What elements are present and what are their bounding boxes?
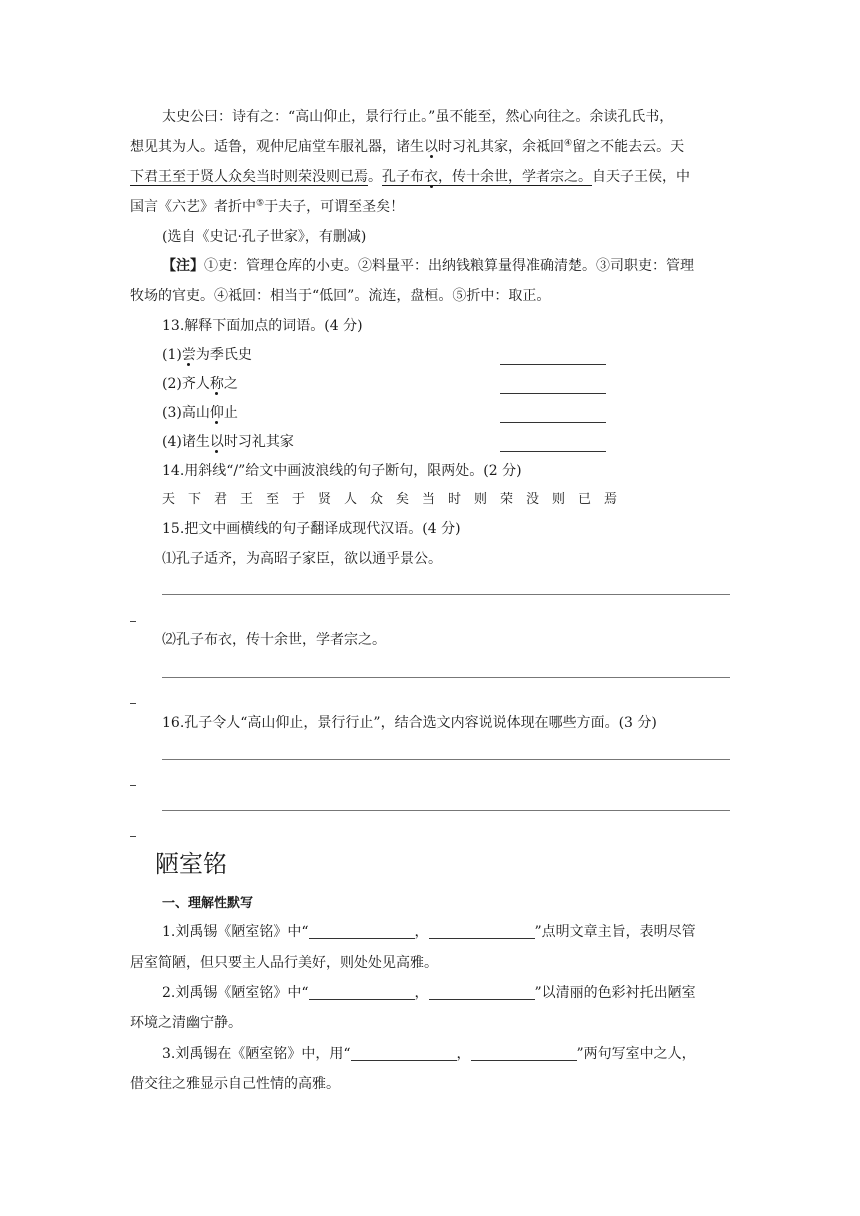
passage-text: 于夫子，可谓至圣矣！ <box>264 199 405 215</box>
passage-text: 太史公曰：诗有之：“高山仰止，景行行止。”虽不能至，然心向往之。余读孔氏书， <box>162 109 674 125</box>
q16-stem: 16.孔子令人“高山仰止，景行行止”，结合选文内容说说体现在哪些方面。(3 分) <box>162 715 657 731</box>
passage-line-4 <box>130 192 730 222</box>
dotted-char: 尝 <box>181 347 196 363</box>
dotted-char: 仰 <box>209 405 224 421</box>
q13-item-text: 为季氏史 <box>195 347 252 363</box>
question-text: ”以清丽的色彩衬托出陋室 <box>534 985 696 1001</box>
answer-blank[interactable] <box>500 437 606 452</box>
question-text: ”点明文章主旨，表明尽管 <box>534 924 696 940</box>
q15-sentence-1: ⑴孔子适齐，为高昭子家臣，欲以通乎景公。 <box>162 551 442 567</box>
s2-q3-line-2: 借交往之雅显示自己性情的高雅。 <box>130 1076 340 1092</box>
passage-text: 留之不能去云。天 <box>572 139 685 155</box>
section-subtitle: 一、理解性默写 <box>162 896 254 911</box>
answer-line[interactable] <box>162 759 730 760</box>
notes-line-2: 牧场的官吏。④祗回：相当于“低回”。流连，盘桓。⑤折中：取正。 <box>130 288 551 304</box>
line-end-mark <box>130 621 136 622</box>
q13-item-4 <box>162 427 762 457</box>
answer-blank[interactable] <box>309 985 415 1000</box>
q13-item-text: (3)高山 <box>162 405 210 421</box>
answer-blank[interactable] <box>309 924 415 939</box>
answer-line[interactable] <box>162 677 730 678</box>
dotted-char: 以 <box>209 434 224 450</box>
dotted-char: 以 <box>424 139 438 155</box>
q14-char-sequence[interactable]: 天下君王至于贤人众矣当时则荣没则已焉 <box>162 492 631 507</box>
q13-item-3 <box>162 398 762 428</box>
notes-label: 【注】 <box>162 258 204 274</box>
underlined-sentence: ，传十余世，学者宗之。 <box>438 169 592 185</box>
passage-text: 。 <box>368 169 382 185</box>
q13-stem: 13.解释下面加点的词语。(4 分) <box>162 318 363 334</box>
s2-q2-line-1 <box>162 978 730 1008</box>
answer-line[interactable] <box>162 594 730 595</box>
s2-q3-line-1 <box>162 1039 730 1069</box>
answer-line[interactable] <box>162 810 730 811</box>
underlined-sentence: 孔子布 <box>382 169 424 185</box>
question-text: 3.刘禹锡在《陋室铭》中，用“ <box>162 1046 351 1062</box>
q15-sentence-2: ⑵孔子布衣，传十余世，学者宗之。 <box>162 632 386 648</box>
q13-item-1 <box>162 340 762 370</box>
q13-item-text: 之 <box>223 376 238 392</box>
answer-blank[interactable] <box>500 379 606 394</box>
passage-text: 国言《六艺》者折中 <box>130 199 256 215</box>
q13-item-text: (2)齐人 <box>162 376 210 392</box>
passage-line-3 <box>130 162 730 192</box>
question-text: ， <box>414 924 429 940</box>
notes-line-1 <box>162 251 762 281</box>
passage-line-2 <box>130 132 730 162</box>
question-text: ”两句写室中之人， <box>576 1046 696 1062</box>
question-text: 1.刘禹锡《陋室铭》中“ <box>162 924 309 940</box>
question-text: ， <box>456 1046 471 1062</box>
passage-text: 时习礼其家，余祗回 <box>438 139 564 155</box>
s2-q2-line-2: 环境之清幽宁静。 <box>130 1015 242 1031</box>
section-title: 陋室铭 <box>155 850 227 878</box>
passage-line-1 <box>162 102 762 132</box>
passage-source: (选自《史记·孔子世家》，有删减) <box>162 229 367 245</box>
q14-stem: 14.用斜线“/”给文中画波浪线的句子断句，限两处。(2 分) <box>162 463 522 479</box>
notes-text: ①吏：管理仓库的小吏。②料量平：出纳钱粮算量得准确清楚。③司职吏：管理 <box>204 258 694 274</box>
line-end-mark <box>130 785 136 786</box>
answer-blank[interactable] <box>500 350 606 365</box>
dotted-char: 衣 <box>424 169 438 185</box>
q13-item-text: (4)诸生 <box>162 434 210 450</box>
answer-blank[interactable] <box>351 1046 457 1061</box>
q15-stem: 15.把文中画横线的句子翻译成现代汉语。(4 分) <box>162 521 461 537</box>
q13-item-text: 时习礼其家 <box>223 434 294 450</box>
answer-blank[interactable] <box>471 1046 577 1061</box>
s2-q1-line-1 <box>162 917 730 947</box>
line-end-mark <box>130 836 136 837</box>
footnote-mark: ⑤ <box>256 198 265 209</box>
passage-text: 自天子王侯，中 <box>592 169 690 185</box>
answer-blank[interactable] <box>429 924 535 939</box>
s2-q1-line-2: 居室简陋，但只要主人品行美好，则处处见高雅。 <box>130 955 438 971</box>
q13-item-text: 止 <box>223 405 238 421</box>
question-text: 2.刘禹锡《陋室铭》中“ <box>162 985 309 1001</box>
dotted-char: 称 <box>209 376 224 392</box>
q13-item-text: (1) <box>162 347 182 363</box>
line-end-mark <box>130 703 136 704</box>
wavy-underlined-sentence: 下君王至于贤人众矣当时则荣没则已焉 <box>130 169 368 185</box>
passage-text: 想见其为人。适鲁，观仲尼庙堂车服礼器，诸生 <box>130 139 424 155</box>
question-text: ， <box>414 985 429 1001</box>
answer-blank[interactable] <box>500 408 606 423</box>
answer-blank[interactable] <box>429 985 535 1000</box>
q14-chars <box>162 485 762 515</box>
q13-item-2 <box>162 369 762 399</box>
footnote-mark: ④ <box>564 138 573 149</box>
